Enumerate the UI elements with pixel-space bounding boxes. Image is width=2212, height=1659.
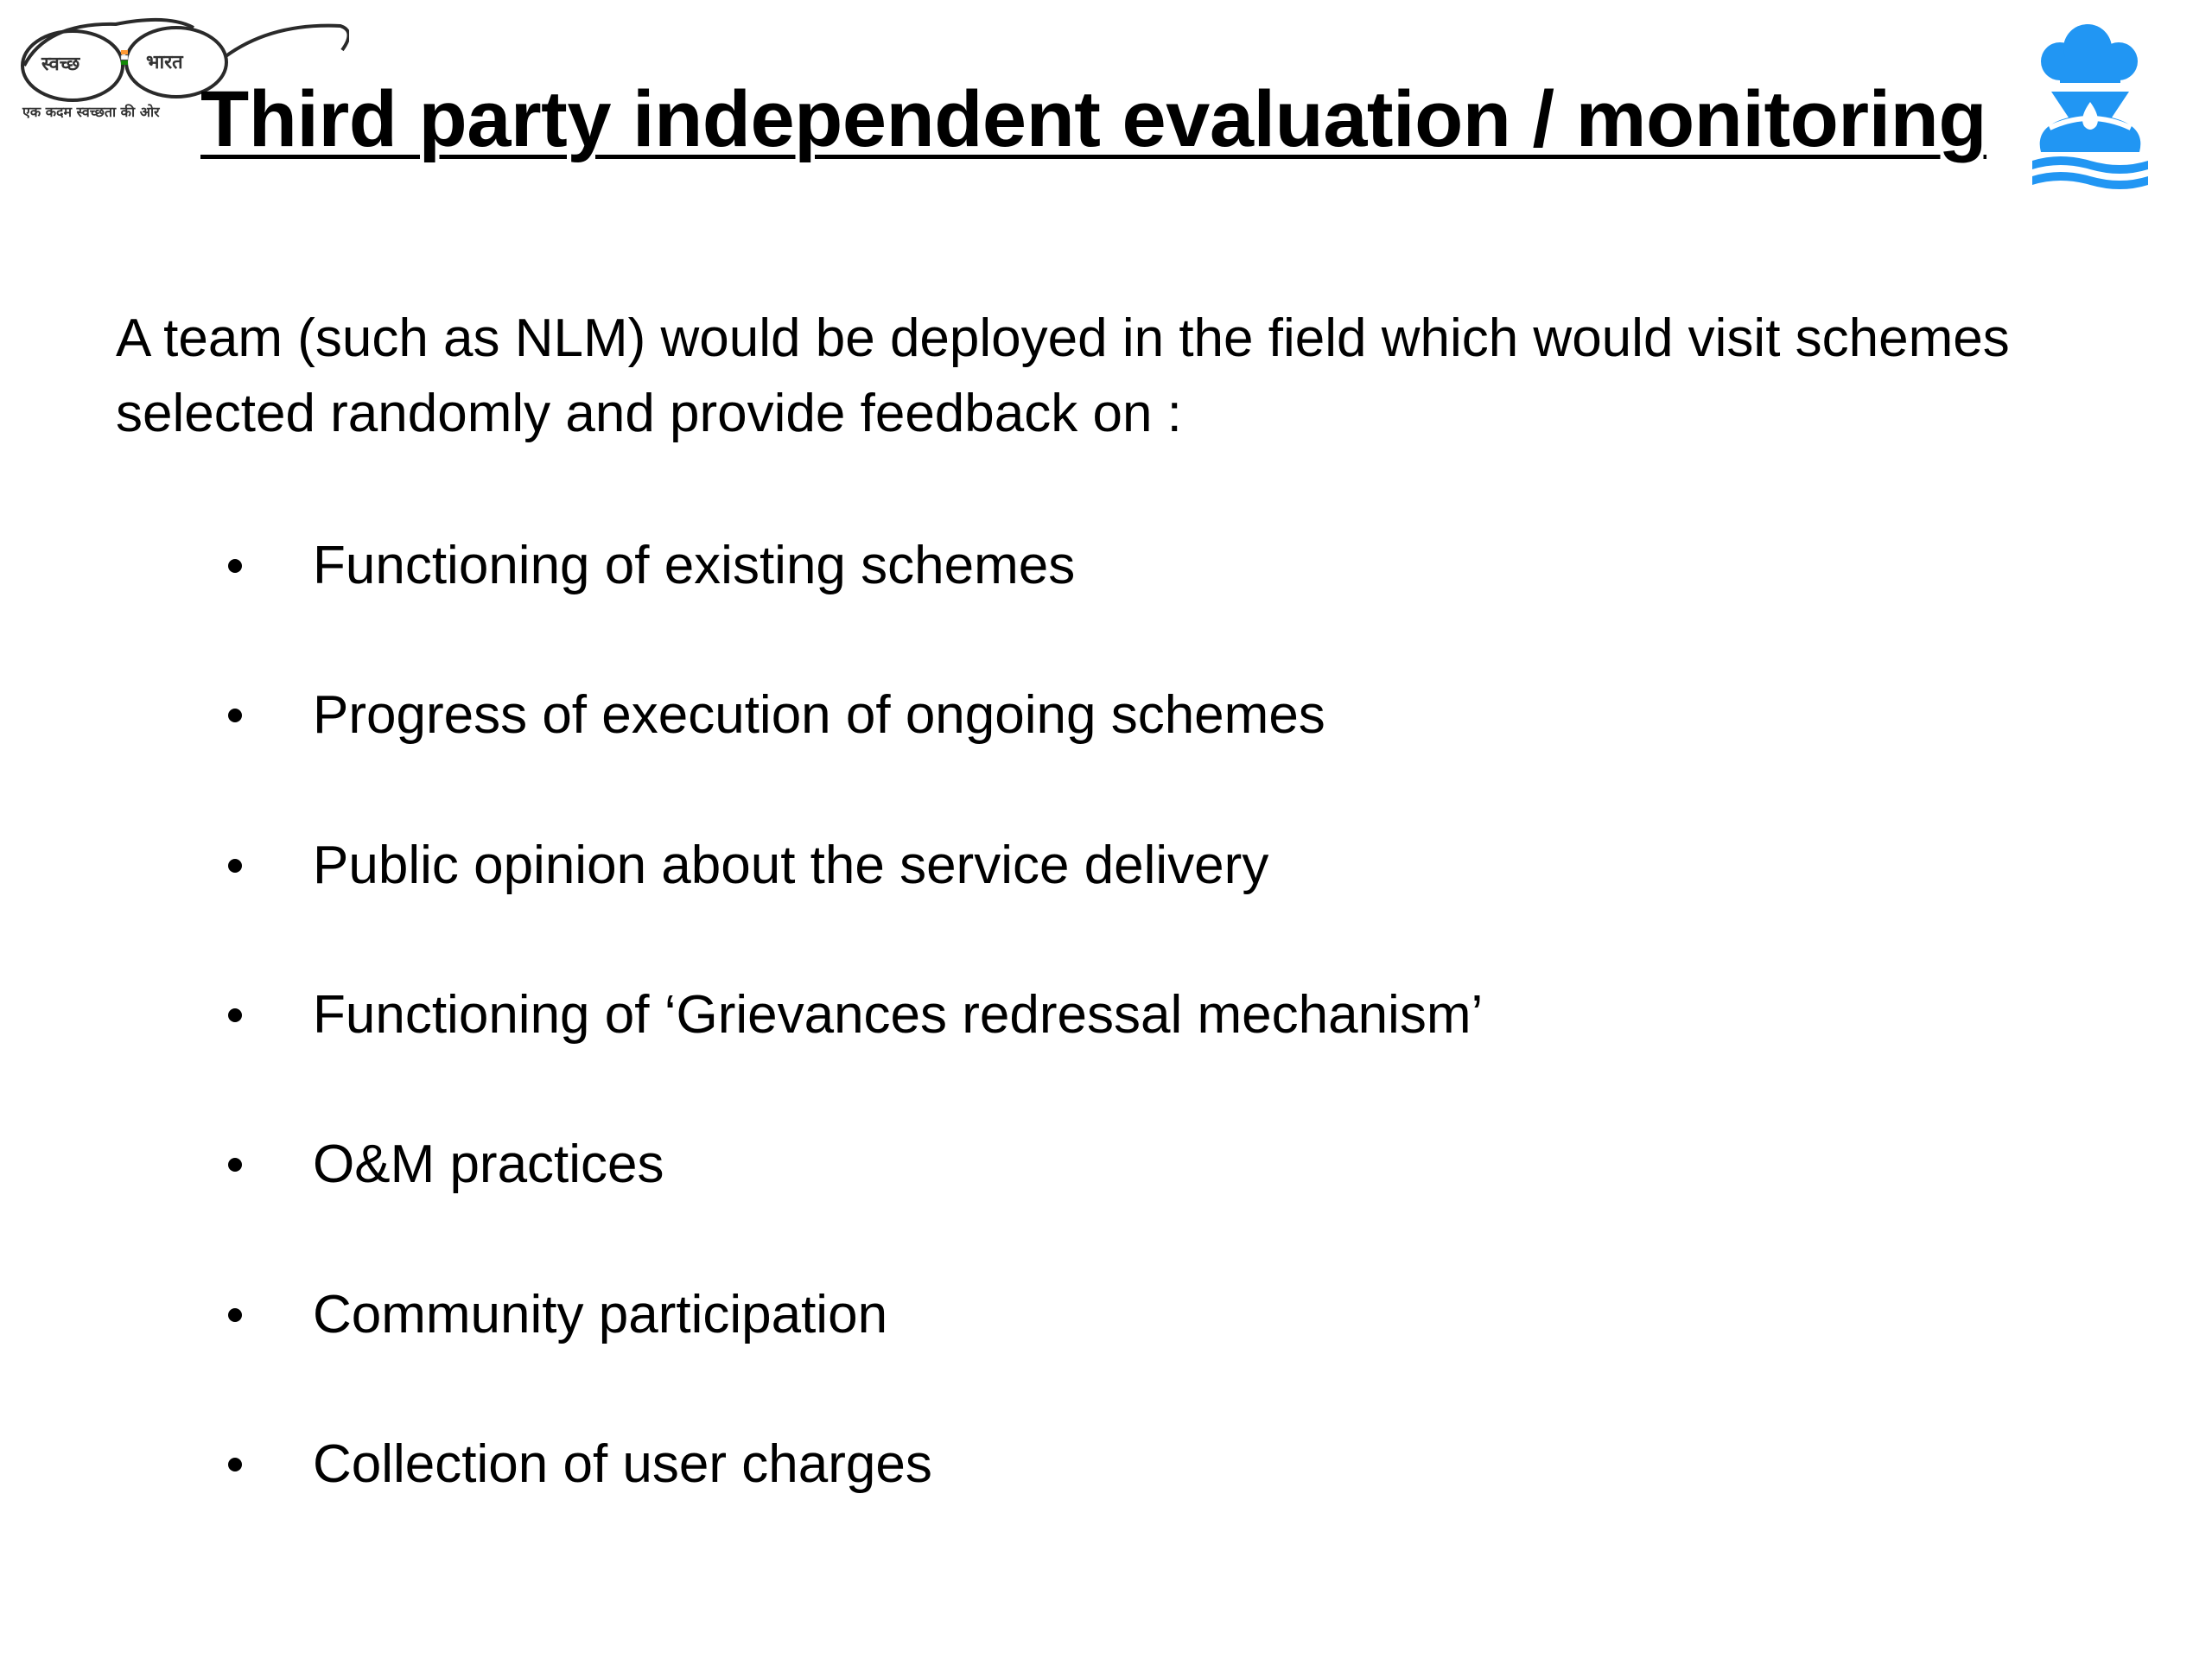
logo-text-bharat: भारत [146, 52, 183, 73]
bullet-icon [228, 709, 242, 722]
bullet-text: Public opinion about the service delivery [313, 836, 1269, 895]
bullet-text: Collection of user charges [313, 1434, 932, 1494]
bullet-icon [228, 1008, 242, 1022]
bullet-text: Progress of execution of ongoing schemes [313, 685, 1325, 745]
water-drop-icon [2025, 22, 2155, 195]
bullet-text: Functioning of existing schemes [313, 536, 1076, 595]
slide-title: Third party independent evaluation / monitoring [200, 75, 1987, 163]
logo-text-swachh: स्वच्छ [41, 54, 80, 75]
bullet-text: O&M practices [313, 1135, 664, 1194]
bullet-icon [228, 859, 242, 873]
intro-paragraph: A team (such as NLM) would be deployed in the field which would visit schemes selected randomly and provide feedback on : [116, 308, 2010, 443]
bullet-text: Community participation [313, 1285, 888, 1344]
water-drop-waves-logo [2025, 22, 2155, 195]
bullet-icon [228, 559, 242, 573]
bullet-text: Functioning of ‘Grievances redressal mechanism’ [313, 985, 1484, 1045]
bullet-icon [228, 1308, 242, 1322]
bullet-icon [228, 1158, 242, 1172]
logo-tagline: एक कदम स्वच्छता की ओर [22, 104, 160, 120]
bullet-icon [228, 1458, 242, 1471]
